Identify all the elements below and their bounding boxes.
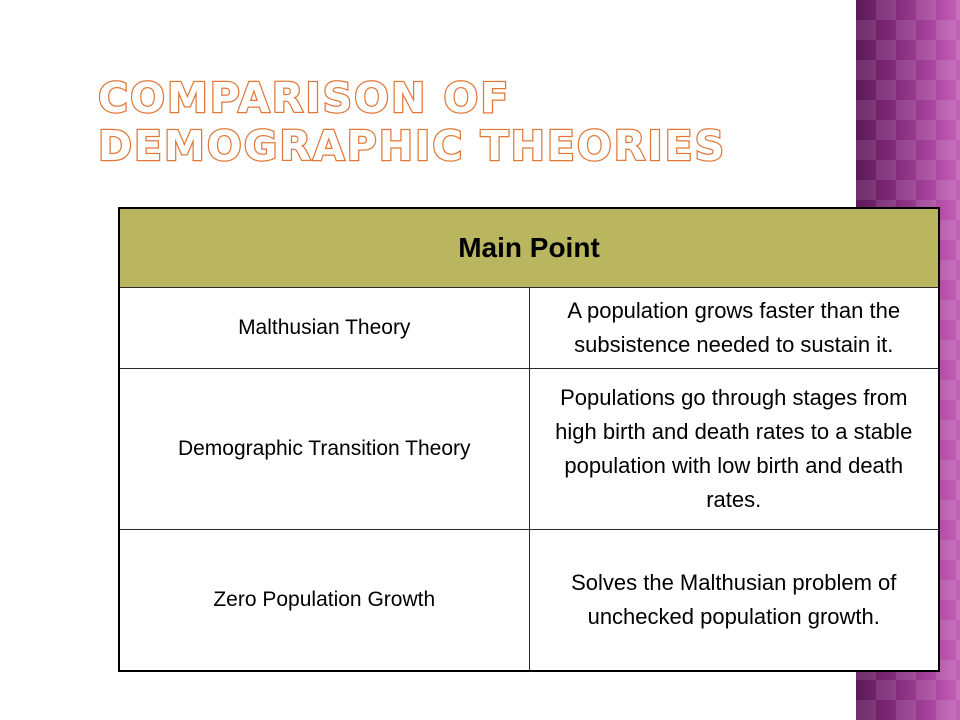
main-point-header: Main Point [119, 208, 939, 288]
slide-title: COMPARISON OF DEMOGRAPHIC THEORIES [98, 74, 727, 170]
table-row [119, 530, 939, 672]
table-header-row [119, 208, 939, 288]
main-point-cell: Solves the Malthusian problem of unchecked population growth. [529, 530, 939, 672]
main-point-cell: Populations go through stages from high birth and death rates to a stable population with low birth and death rates. [529, 369, 939, 530]
theory-name-cell: Demographic Transition Theory [119, 369, 529, 530]
theory-name-cell: Malthusian Theory [119, 288, 529, 369]
theory-name-cell: Zero Population Growth [119, 530, 529, 672]
main-point-cell: A population grows faster than the subsistence needed to sustain it. [529, 288, 939, 369]
table-row [119, 369, 939, 530]
theories-table [118, 207, 940, 672]
table-row [119, 288, 939, 369]
